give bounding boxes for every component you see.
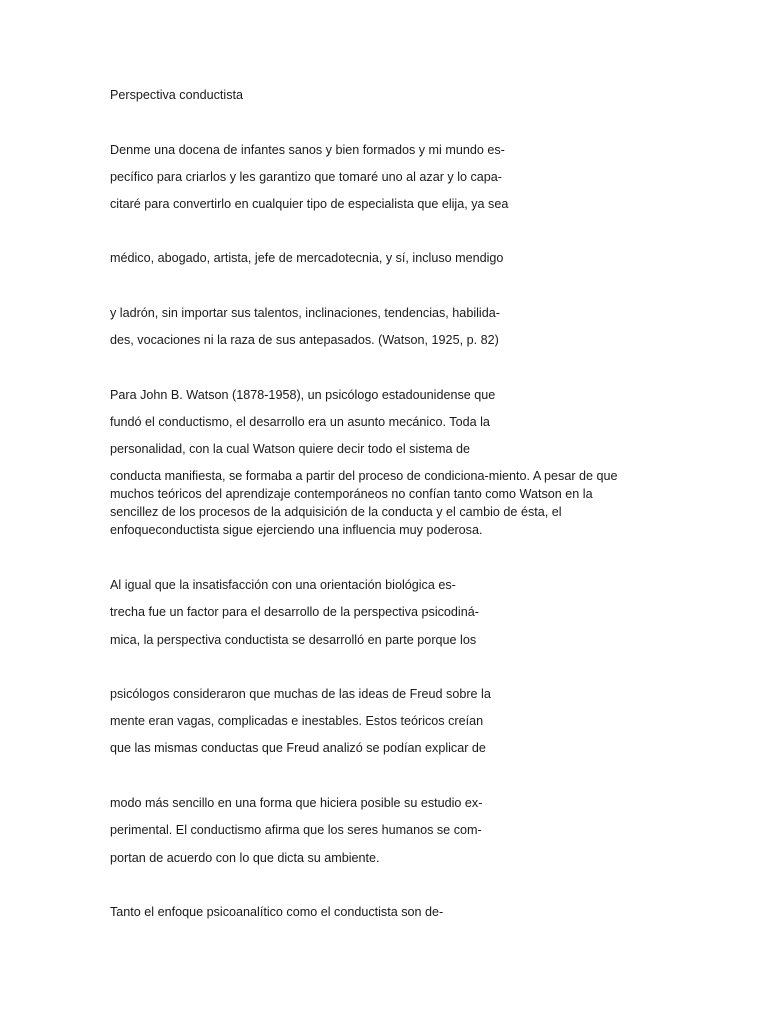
quote-line: y ladrón, sin importar sus talentos, inclinaciones, tendencias, habilida-	[110, 306, 500, 320]
paragraph-line: personalidad, con la cual Watson quiere decir todo el sistema de	[110, 442, 471, 456]
page-title: Perspectiva conductista	[110, 88, 244, 102]
quote-line: citaré para convertirlo en cualquier tipo de especialista que elija, ya sea	[110, 197, 509, 211]
quote-line: des, vocaciones ni la raza de sus antepasados. (Watson, 1925, p. 82)	[110, 333, 499, 347]
quote-line: pecífico para criarlos y les garantizo que tomaré uno al azar y lo capa-	[110, 170, 503, 184]
paragraph-line: Tanto el enfoque psicoanalítico como el conductista son de-	[110, 905, 444, 919]
paragraph-line: que las mismas conductas que Freud analizó se podían explicar de	[110, 741, 486, 755]
paragraph-line: mica, la perspectiva conductista se desarrolló en parte porque los	[110, 633, 477, 647]
paragraph-line: muchos teóricos del aprendizaje contemporáneos no confían tanto como Watson en la	[110, 487, 593, 501]
paragraph-line: psicólogos consideraron que muchas de las ideas de Freud sobre la	[110, 687, 491, 701]
paragraph-line: enfoqueconductista sigue ejerciendo una influencia muy poderosa.	[110, 523, 483, 537]
paragraph-line: Para John B. Watson (1878-1958), un psicólogo estadounidense que	[110, 388, 496, 402]
paragraph-line: mente eran vagas, complicadas e inestables. Estos teóricos creían	[110, 714, 484, 728]
paragraph-line: modo más sencillo en una forma que hiciera posible su estudio ex-	[110, 796, 483, 810]
paragraph-line: Al igual que la insatisfacción con una orientación biológica es-	[110, 578, 456, 592]
paragraph-line: perimental. El conductismo afirma que los seres humanos se com-	[110, 823, 482, 837]
quote-line: Denme una docena de infantes sanos y bien formados y mi mundo es-	[110, 143, 505, 157]
paragraph-line: trecha fue un factor para el desarrollo de la perspectiva psicodiná-	[110, 605, 479, 619]
quote-line: médico, abogado, artista, jefe de mercadotecnia, y sí, incluso mendigo	[110, 251, 504, 265]
paragraph-line: sencillez de los procesos de la adquisición de la conducta y el cambio de ésta, el	[110, 505, 562, 519]
paragraph-line: fundó el conductismo, el desarrollo era un asunto mecánico. Toda la	[110, 415, 490, 429]
paragraph-line: portan de acuerdo con lo que dicta su ambiente.	[110, 851, 380, 865]
paragraph-line: conducta manifiesta, se formaba a partir del proceso de condiciona-miento. A pesar de que	[110, 469, 618, 483]
